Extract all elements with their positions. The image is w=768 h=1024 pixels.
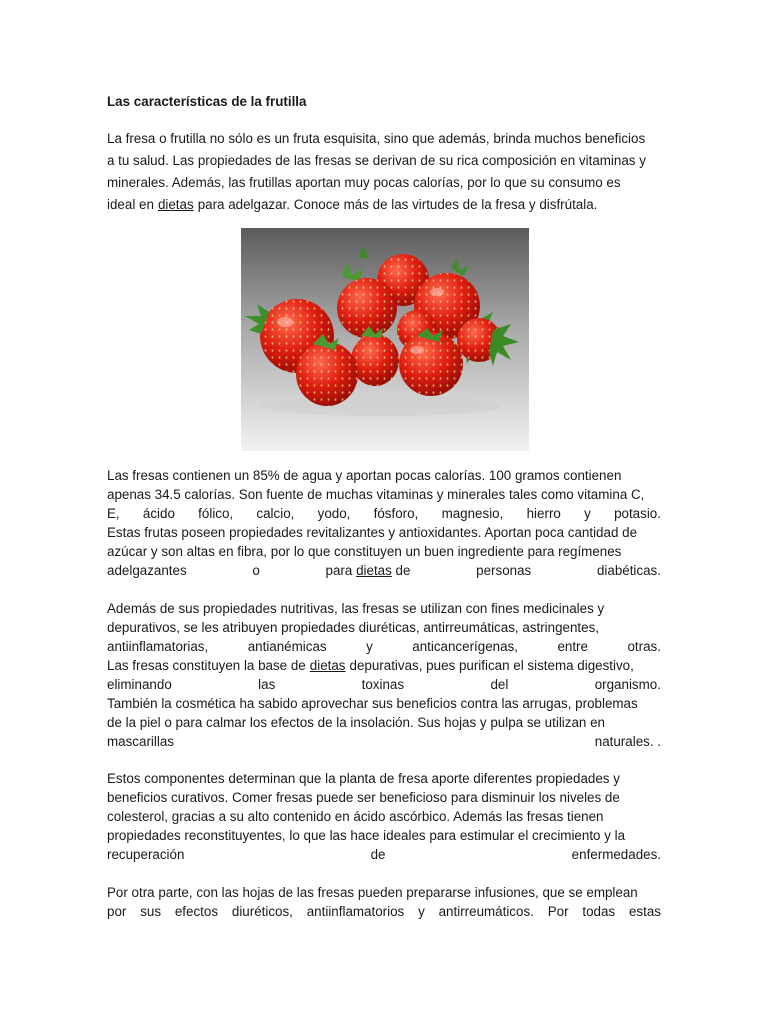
text-line <box>107 172 661 194</box>
text-line <box>107 523 661 542</box>
word: magnesio, <box>441 506 504 521</box>
word: y <box>366 639 373 654</box>
text-span: La fresa o frutilla no sólo es un fruta esquisita, sino que además, brinda muchos beneficios <box>107 131 646 146</box>
word: de <box>370 847 386 862</box>
text-line <box>107 128 661 150</box>
text-line <box>107 150 661 172</box>
word: por <box>107 904 127 919</box>
text-line <box>107 694 661 713</box>
text-span: depurativos, se les atribuyen propiedades diuréticas, antirreumáticas, astringentes, <box>107 620 600 635</box>
infusion-paragraph <box>107 883 661 921</box>
word: diabéticas. <box>596 563 661 578</box>
word: eliminando <box>107 677 172 692</box>
word: anticancerígenas, <box>412 639 518 654</box>
text-span: Las fresas constituyen la base de <box>107 658 306 673</box>
word: las <box>258 677 276 692</box>
text-span: Estas frutas poseen propiedades revitalizantes y antioxidantes. Aportan poca cantidad de <box>107 525 638 540</box>
text-span: de la piel o para calmar los efectos de la insolación. Sus hojas y pulpa se utilizan en <box>107 715 605 730</box>
word: enfermedades. <box>571 847 661 862</box>
word: fósforo, <box>373 506 419 521</box>
text-line <box>107 807 661 826</box>
text-span: Además de sus propiedades nutritivas, las fresas se utilizan con fines medicinales y <box>107 601 605 616</box>
text-span: ideal en <box>107 197 154 212</box>
word: estas <box>628 904 661 919</box>
dietas-link[interactable]: dietas <box>356 563 392 578</box>
text-line <box>107 466 661 485</box>
word: personas <box>476 563 532 578</box>
text-line <box>107 656 661 675</box>
word: mascarillas <box>107 734 174 749</box>
dietas-link[interactable]: dietas <box>309 658 346 673</box>
word: toxinas <box>361 677 405 692</box>
text-line <box>107 599 661 618</box>
word: Por <box>547 904 569 919</box>
word: antirreumáticos. <box>438 904 534 919</box>
word: todas <box>582 904 616 919</box>
text-line <box>107 675 661 694</box>
text-line <box>107 732 661 751</box>
text-span: beneficios curativos. Comer fresas puede ser beneficioso para disminuir los niveles de <box>107 790 620 805</box>
text-span: azúcar y son altas en fibra, por lo que constituyen un buen ingrediente para regímenes <box>107 544 622 559</box>
word: de <box>395 563 411 578</box>
text-span: para adelgazar. Conoce más de las virtudes de la fresa y disfrútala. <box>197 197 598 212</box>
text-line <box>107 788 661 807</box>
text-span: depurativas, pues purifican el sistema digestivo, <box>349 658 634 673</box>
word: antiinflamatorias, <box>107 639 209 654</box>
word: ácido <box>142 506 175 521</box>
text-line <box>107 769 661 788</box>
text-span: También la cosmética ha sabido aprovechar sus beneficios contra las arrugas, problemas <box>107 696 638 711</box>
word: y <box>418 904 425 919</box>
word: antianémicas <box>247 639 327 654</box>
word: naturales. . <box>594 734 661 749</box>
word: fólico, <box>198 506 234 521</box>
word: antiinflamatorios <box>306 904 405 919</box>
text-span: propiedades reconstituyentes, lo que las hace ideales para estimular el crecimiento y la <box>107 828 626 843</box>
word-group <box>326 561 411 580</box>
text-line <box>107 713 661 732</box>
text-span: a tu salud. Las propiedades de las fresas se derivan de su rica composición en vitaminas y <box>107 153 646 168</box>
text-line <box>107 485 661 504</box>
medicinal-paragraph <box>107 599 661 751</box>
word: para <box>325 563 353 578</box>
word: adelgazantes <box>107 563 187 578</box>
health-paragraph <box>107 769 661 864</box>
word: del <box>490 677 509 692</box>
text-span: Por otra parte, con las hojas de las fresas pueden prepararse infusiones, que se emplean <box>107 885 638 900</box>
word: sus <box>140 904 162 919</box>
word: efectos <box>174 904 219 919</box>
text-line <box>107 637 661 656</box>
word: o <box>252 563 260 578</box>
word: potasio. <box>614 506 661 521</box>
text-line <box>107 542 661 561</box>
word: hierro <box>526 506 561 521</box>
word: organismo. <box>594 677 661 692</box>
text-line <box>107 883 661 902</box>
text-span: minerales. Además, las frutillas aportan muy pocas calorías, por lo que su consumo es <box>107 175 621 190</box>
nutrition-paragraph <box>107 466 661 580</box>
text-span: Las fresas contienen un 85% de agua y aportan pocas calorías. 100 gramos contienen <box>107 468 622 483</box>
word: diuréticos, <box>231 904 293 919</box>
text-span: Estos componentes determinan que la planta de fresa aporte diferentes propiedades y <box>107 771 620 786</box>
text-line <box>107 845 661 864</box>
word: E, <box>107 506 120 521</box>
text-line <box>107 826 661 845</box>
intro-paragraph <box>107 128 661 216</box>
strawberries-photo <box>241 228 529 451</box>
document-title: Las características de la frutilla <box>107 94 307 109</box>
text-line <box>107 618 661 637</box>
dietas-link[interactable]: dietas <box>157 197 194 212</box>
text-line <box>107 504 661 523</box>
text-line <box>107 561 661 580</box>
word: yodo, <box>317 506 351 521</box>
word: entre <box>557 639 588 654</box>
text-line <box>107 194 661 216</box>
word: otras. <box>627 639 661 654</box>
word: calcio, <box>256 506 295 521</box>
text-span: colesterol, gracias a su alto contenido en ácido ascórbico. Además las fresas tienen <box>107 809 604 824</box>
word: recuperación <box>107 847 185 862</box>
text-span: apenas 34.5 calorías. Son fuente de muchas vitaminas y minerales tales como vitamina C, <box>107 487 645 502</box>
text-line <box>107 902 661 921</box>
word: y <box>584 506 591 521</box>
